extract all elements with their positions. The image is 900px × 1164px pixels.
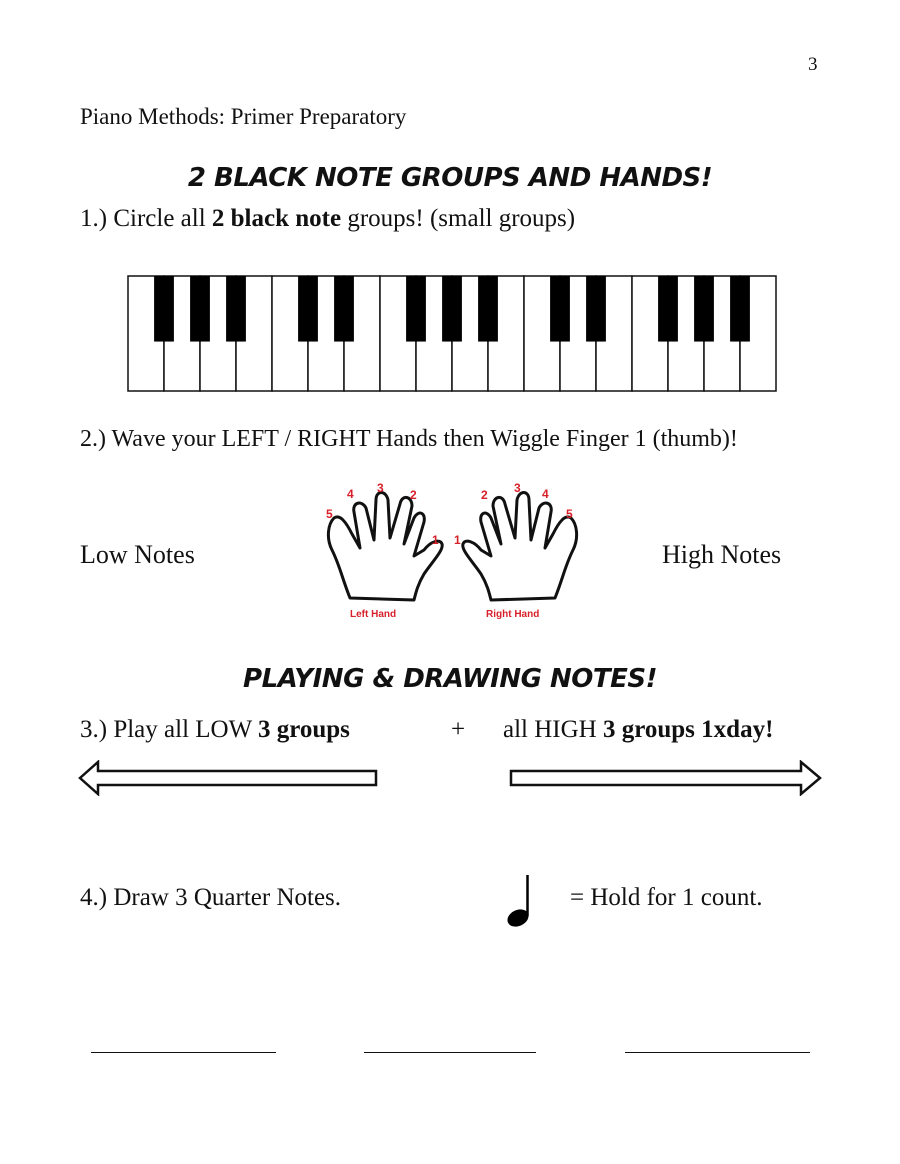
question-3-prefix: 3.) Play all LOW bbox=[80, 716, 252, 743]
right-hand-label: Right Hand bbox=[486, 609, 540, 620]
quarter-note-icon bbox=[504, 872, 544, 930]
question-1-bold: 2 black note bbox=[211, 205, 342, 232]
page-header: Piano Methods: Primer Preparatory bbox=[80, 104, 407, 129]
page-number: 3 bbox=[808, 54, 818, 75]
question-4: 4.) Draw 3 Quarter Notes. bbox=[80, 884, 342, 911]
black-key[interactable] bbox=[694, 276, 714, 342]
question-1 bbox=[80, 205, 575, 233]
left-hand-label: Left Hand bbox=[350, 609, 397, 620]
question-3-low bbox=[80, 716, 350, 744]
plus-sign: + bbox=[451, 716, 466, 743]
low-notes-label: Low Notes bbox=[80, 540, 195, 569]
black-key[interactable] bbox=[730, 276, 750, 342]
left-hand-icon bbox=[328, 493, 442, 601]
question-2: 2.) Wave your LEFT / RIGHT Hands then Wiggle Finger 1 (thumb)! bbox=[80, 426, 738, 452]
black-key[interactable] bbox=[154, 276, 174, 342]
black-key[interactable] bbox=[406, 276, 426, 342]
question-3-mid: all HIGH bbox=[503, 716, 597, 743]
black-key[interactable] bbox=[550, 276, 570, 342]
left-finger-4: 4 bbox=[347, 487, 354, 501]
right-finger-5: 5 bbox=[566, 507, 573, 521]
right-finger-1: 1 bbox=[454, 533, 461, 547]
black-key[interactable] bbox=[334, 276, 354, 342]
answer-line-3[interactable] bbox=[625, 1052, 810, 1053]
question-1-prefix: 1.) Circle all bbox=[80, 205, 206, 232]
black-key[interactable] bbox=[442, 276, 462, 342]
black-key[interactable] bbox=[226, 276, 246, 342]
black-key[interactable] bbox=[478, 276, 498, 342]
hands-illustration bbox=[320, 478, 585, 623]
black-key[interactable] bbox=[190, 276, 210, 342]
black-key[interactable] bbox=[298, 276, 318, 342]
left-finger-2: 2 bbox=[410, 488, 417, 502]
right-hand-icon bbox=[463, 493, 577, 601]
section-heading-playing-drawing: PLAYING & DRAWING NOTES! bbox=[243, 664, 657, 694]
left-finger-5: 5 bbox=[326, 507, 333, 521]
high-notes-label: High Notes bbox=[662, 540, 782, 569]
left-arrow-icon bbox=[78, 760, 380, 796]
answer-line-1[interactable] bbox=[91, 1052, 276, 1053]
question-3-bold-high: 3 groups 1xday! bbox=[602, 716, 774, 743]
question-1-suffix: groups! (small groups) bbox=[347, 205, 576, 232]
question-3-high bbox=[503, 716, 773, 744]
answer-line-2[interactable] bbox=[364, 1052, 536, 1053]
left-finger-1: 1 bbox=[432, 533, 439, 547]
right-finger-4: 4 bbox=[542, 487, 549, 501]
black-keys bbox=[154, 276, 750, 342]
black-key[interactable] bbox=[586, 276, 606, 342]
section-heading-black-groups: 2 BLACK NOTE GROUPS AND HANDS! bbox=[187, 163, 713, 193]
left-finger-3: 3 bbox=[377, 481, 384, 495]
right-finger-2: 2 bbox=[481, 488, 488, 502]
question-3-bold-low: 3 groups bbox=[257, 716, 350, 743]
hold-instruction: = Hold for 1 count. bbox=[570, 884, 763, 911]
black-key[interactable] bbox=[658, 276, 678, 342]
right-arrow-icon bbox=[509, 760, 823, 796]
right-finger-3: 3 bbox=[514, 481, 521, 495]
piano-keyboard[interactable] bbox=[127, 275, 777, 392]
